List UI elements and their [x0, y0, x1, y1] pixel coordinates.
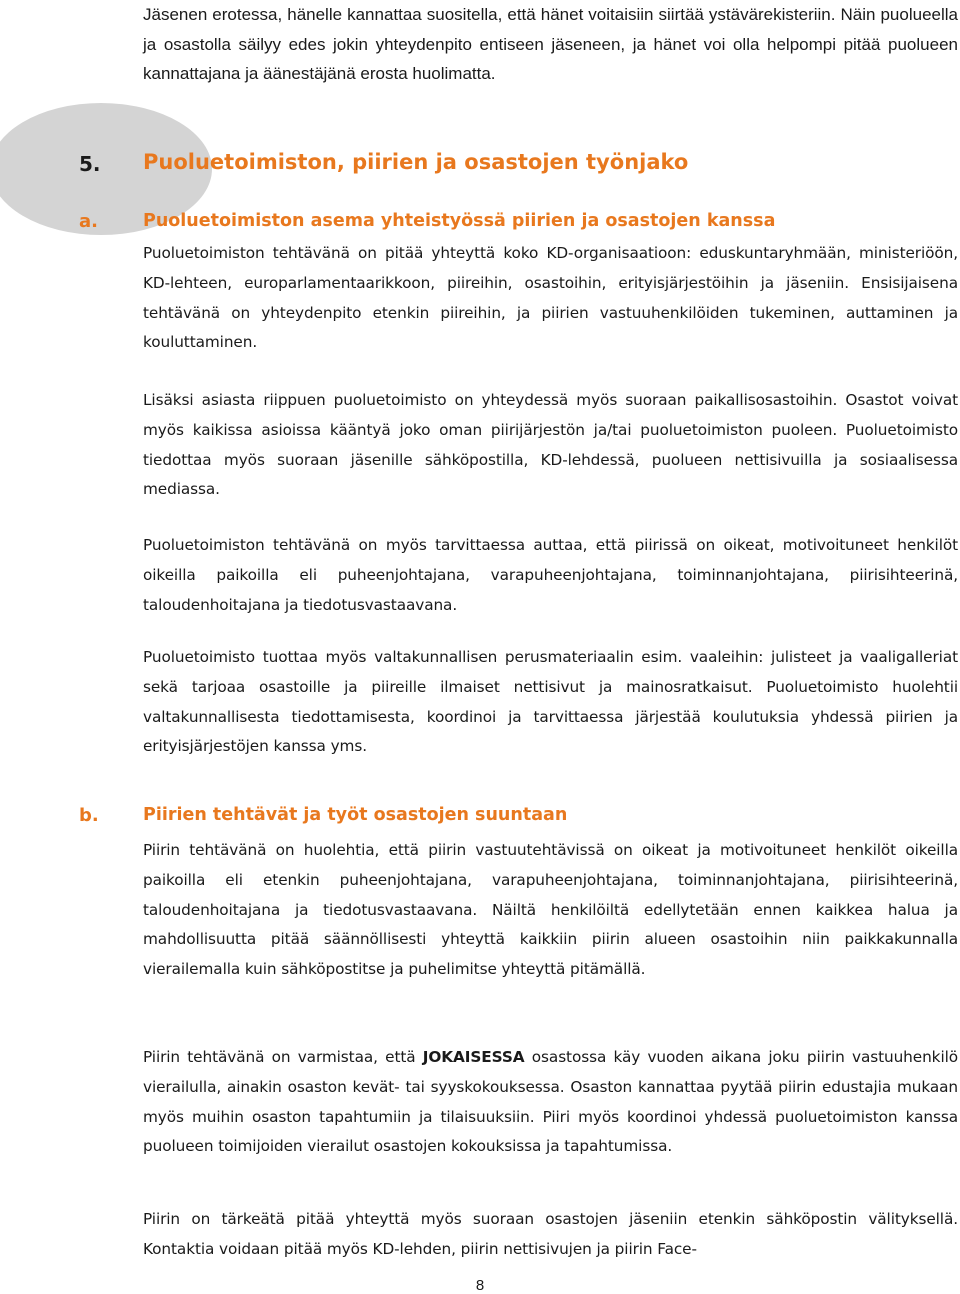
subsection-b-paragraph-1: Piirin tehtävänä on huolehtia, että piirin vastuutehtävissä on oikeat ja motivoituneet henkilöt oikeilla paikoilla eli etenkin puheenjohtajana, varapuheenjohtajana, toiminnanjohtajana, piirisihteerinä, taloudenhoitajana ja tiedotusvastaavana. Näiltä henkilöiltä edellytetään ennen kaikkea halua ja mahdollisuutta pitää säännöllisesti yhteyttä kaikkiin piirin alueen osastoihin niin paikkakunnalla vierailemalla kuin sähköpostitse ja puhelimitse yhteyttä pitämällä.	[143, 841, 958, 979]
subsection-b-title: Piirien tehtävät ja työt osastojen suuntaan	[143, 805, 568, 825]
emphasis-every: JOKAISESSA	[422, 1048, 525, 1066]
subsection-a-paragraph-2: Lisäksi asiasta riippuen puoluetoimisto on yhteydessä myös suoraan paikallisosastoihin. Osastot voivat myös kaikissa asioissa kääntyä joko oman piirijärjestön ja/tai puoluetoimiston puoleen. Puoluetoimisto tiedottaa myös suoraan jäsenille sähköpostilla, KD-lehdessä, puolueen nettisivuilla ja sosiaalisessa mediassa.	[143, 391, 958, 499]
paragraph-2-end: osastossa käy vuoden aikana joku piirin vastuuhenkilö vierailulla, ainakin osaston kevät- tai syyskokouksessa. Osaston kannattaa pyytää piirin edustajia mukaan myös muihin osaston tapahtumiin ja tilaisuuksiin. Piiri myös koordinoi yhdessä puoluetoimiston kanssa puolueen toimijoiden vierailut osastojen kokouksissa ja tapahtumissa.	[143, 1048, 958, 1156]
subsection-b-paragraph-2	[143, 1043, 958, 1162]
subsection-a-paragraph-1: Puoluetoimiston tehtävänä on pitää yhteyttä koko KD-organisaatioon: eduskuntaryhmään, ministeriöön, KD-lehteen, europarlamentaarikkoon, piireihin, osastoihin, erityisjärjestöihin ja jäseniin. Ensisijaisena tehtävänä on yhteydenpito etenkin piireihin, ja piirien vastuuhenkilöiden tukeminen, auttaminen ja kouluttaminen.	[143, 244, 958, 352]
intro-paragraph: Jäsenen erotessa, hänelle kannattaa suositella, että hänet voitaisiin siirtää ystävärekisteriin. Näin puolueella ja osastolla säilyy edes jokin yhteydenpito entiseen jäseneen, ja hänet voi olla helpompi pitää puolueen kannattajana ja äänestäjänä erosta huolimatta.	[143, 5, 958, 83]
subsection-a-title: Puoluetoimiston asema yhteistyössä piirien ja osastojen kanssa	[143, 211, 776, 231]
subsection-a-letter: a.	[79, 211, 98, 232]
page-number: 8	[475, 1277, 485, 1294]
subsection-b-letter: b.	[79, 805, 99, 826]
subsection-b-paragraph-3: Piirin on tärkeätä pitää yhteyttä myös suoraan osastojen jäseniin etenkin sähköpostin välityksellä. Kontaktia voidaan pitää myös KD-lehden, piirin nettisivujen ja piirin Face-	[143, 1210, 958, 1258]
paragraph-2-start: Piirin tehtävänä on varmistaa, että	[143, 1048, 423, 1066]
section-number: 5.	[79, 152, 101, 176]
subsection-a-paragraph-3: Puoluetoimiston tehtävänä on myös tarvittaessa auttaa, että piirissä on oikeat, motivoituneet henkilöt oikeilla paikoilla eli puheenjohtajana, varapuheenjohtajana, toiminnanjohtajana, piirisihteerinä, taloudenhoitajana ja tiedotusvastaavana.	[143, 536, 958, 614]
section-title: Puoluetoimiston, piirien ja osastojen työnjako	[143, 150, 689, 174]
subsection-a-paragraph-4: Puoluetoimisto tuottaa myös valtakunnallisen perusmateriaalin esim. vaaleihin: julisteet ja vaaligalleriat sekä tarjoaa osastoille ja piireille ilmaiset nettisivut ja mainosratkaisut. Puoluetoimisto huolehtii valtakunnallisesta tiedottamisesta, koordinoi ja tarvittaessa järjestää koulutuksia yhdessä piirien ja erityisjärjestöjen kanssa yms.	[143, 648, 958, 756]
